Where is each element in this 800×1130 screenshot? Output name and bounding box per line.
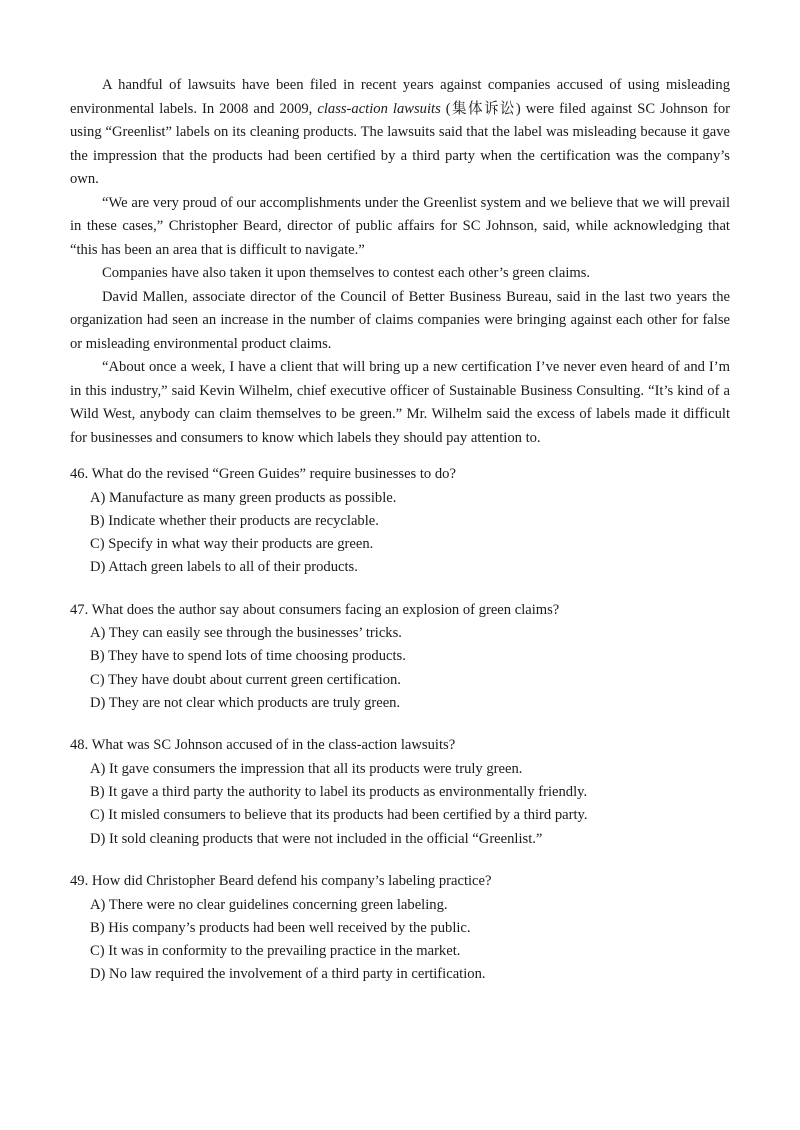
option-list: [70, 622, 730, 715]
option-d: D) It sold cleaning products that were not included in the official “Greenlist.”: [90, 830, 543, 847]
option-d: D) They are not clear which products are truly green.: [90, 695, 401, 712]
reading-passage: [70, 74, 730, 450]
p1-text-before: A handful of lawsuits have been filed in recent years against companies accused of using misleading environmental labels. In 2008 and 2009,: [70, 77, 730, 117]
option-b: B) Indicate whether their products are recyclable.: [90, 512, 379, 529]
option-b: B) They have to spend lots of time choosing products.: [90, 648, 406, 665]
p1-chinese-gloss: (集体诉讼): [440, 100, 526, 117]
option-c: C) Specify in what way their products are green.: [90, 536, 374, 553]
option-a: A) There were no clear guidelines concerning green labeling.: [90, 896, 448, 913]
passage-paragraph-3: Companies have also taken it upon themselves to contest each other’s green claims.: [102, 265, 591, 281]
question-stem: 46. What do the revised “Green Guides” require businesses to do?: [70, 466, 456, 482]
option-c: C) It was in conformity to the prevailing practice in the market.: [90, 943, 461, 960]
option-c: C) It misled consumers to believe that its products had been certified by a third party.: [90, 807, 588, 824]
passage-paragraph-1: [70, 74, 730, 192]
question-49: [70, 870, 730, 987]
question-stem: 49. How did Christopher Beard defend his company’s labeling practice?: [70, 873, 492, 890]
question-stem: 48. What was SC Johnson accused of in the class-action lawsuits?: [70, 737, 456, 754]
option-d: D) Attach green labels to all of their products.: [90, 559, 358, 576]
option-a: A) It gave consumers the impression that all its products were truly green.: [90, 760, 523, 777]
question-48: [70, 734, 730, 851]
p1-text-after: were filed against SC Johnson for using “Greenlist” labels on its cleaning products. The lawsuits said that the label was misleading because it gave the impression that the products had been certified by a third party when the certification was the company’s own.: [70, 100, 731, 187]
option-list: [70, 758, 730, 851]
option-c: C) They have doubt about current green certification.: [90, 671, 401, 688]
passage-paragraph-2: “We are very proud of our accomplishments under the Greenlist system and we believe that we will prevail in these cases,” Christopher Beard, director of public affairs for SC Johnson, said, while acknowledging that “this has been an area that is difficult to navigate.”: [70, 194, 730, 258]
passage-paragraph-5: “About once a week, I have a client that will bring up a new certification I’ve never even heard of and I’m in this industry,” said Kevin Wilhelm, chief executive officer of Sustainable Business Consulting. “It’s kind of a Wild West, anybody can claim themselves to be green.” Mr. Wilhelm said the excess of labels made it difficult for businesses and consumers to know which labels they should pay attention to.: [70, 359, 730, 446]
question-stem: 47. What does the author say about consumers facing an explosion of green claims?: [70, 601, 560, 618]
option-b: B) His company’s products had been well received by the public.: [90, 919, 471, 936]
question-47: [70, 599, 730, 716]
passage-paragraph-4: David Mallen, associate director of the Council of Better Business Bureau, said in the last two years the organization had seen an increase in the number of claims companies were bringing against each other for false or misleading environmental product claims.: [70, 288, 730, 352]
option-list: [70, 894, 730, 987]
option-d: D) No law required the involvement of a third party in certification.: [90, 966, 486, 983]
option-a: A) They can easily see through the businesses’ tricks.: [90, 625, 402, 642]
question-46: [70, 463, 730, 580]
p1-italic-term: class-action lawsuits: [317, 100, 441, 117]
question-list: [70, 463, 730, 987]
option-list: [70, 487, 730, 580]
option-a: A) Manufacture as many green products as possible.: [90, 489, 397, 506]
document-page: [70, 74, 730, 987]
option-b: B) It gave a third party the authority to label its products as environmentally friendly.: [90, 784, 588, 801]
